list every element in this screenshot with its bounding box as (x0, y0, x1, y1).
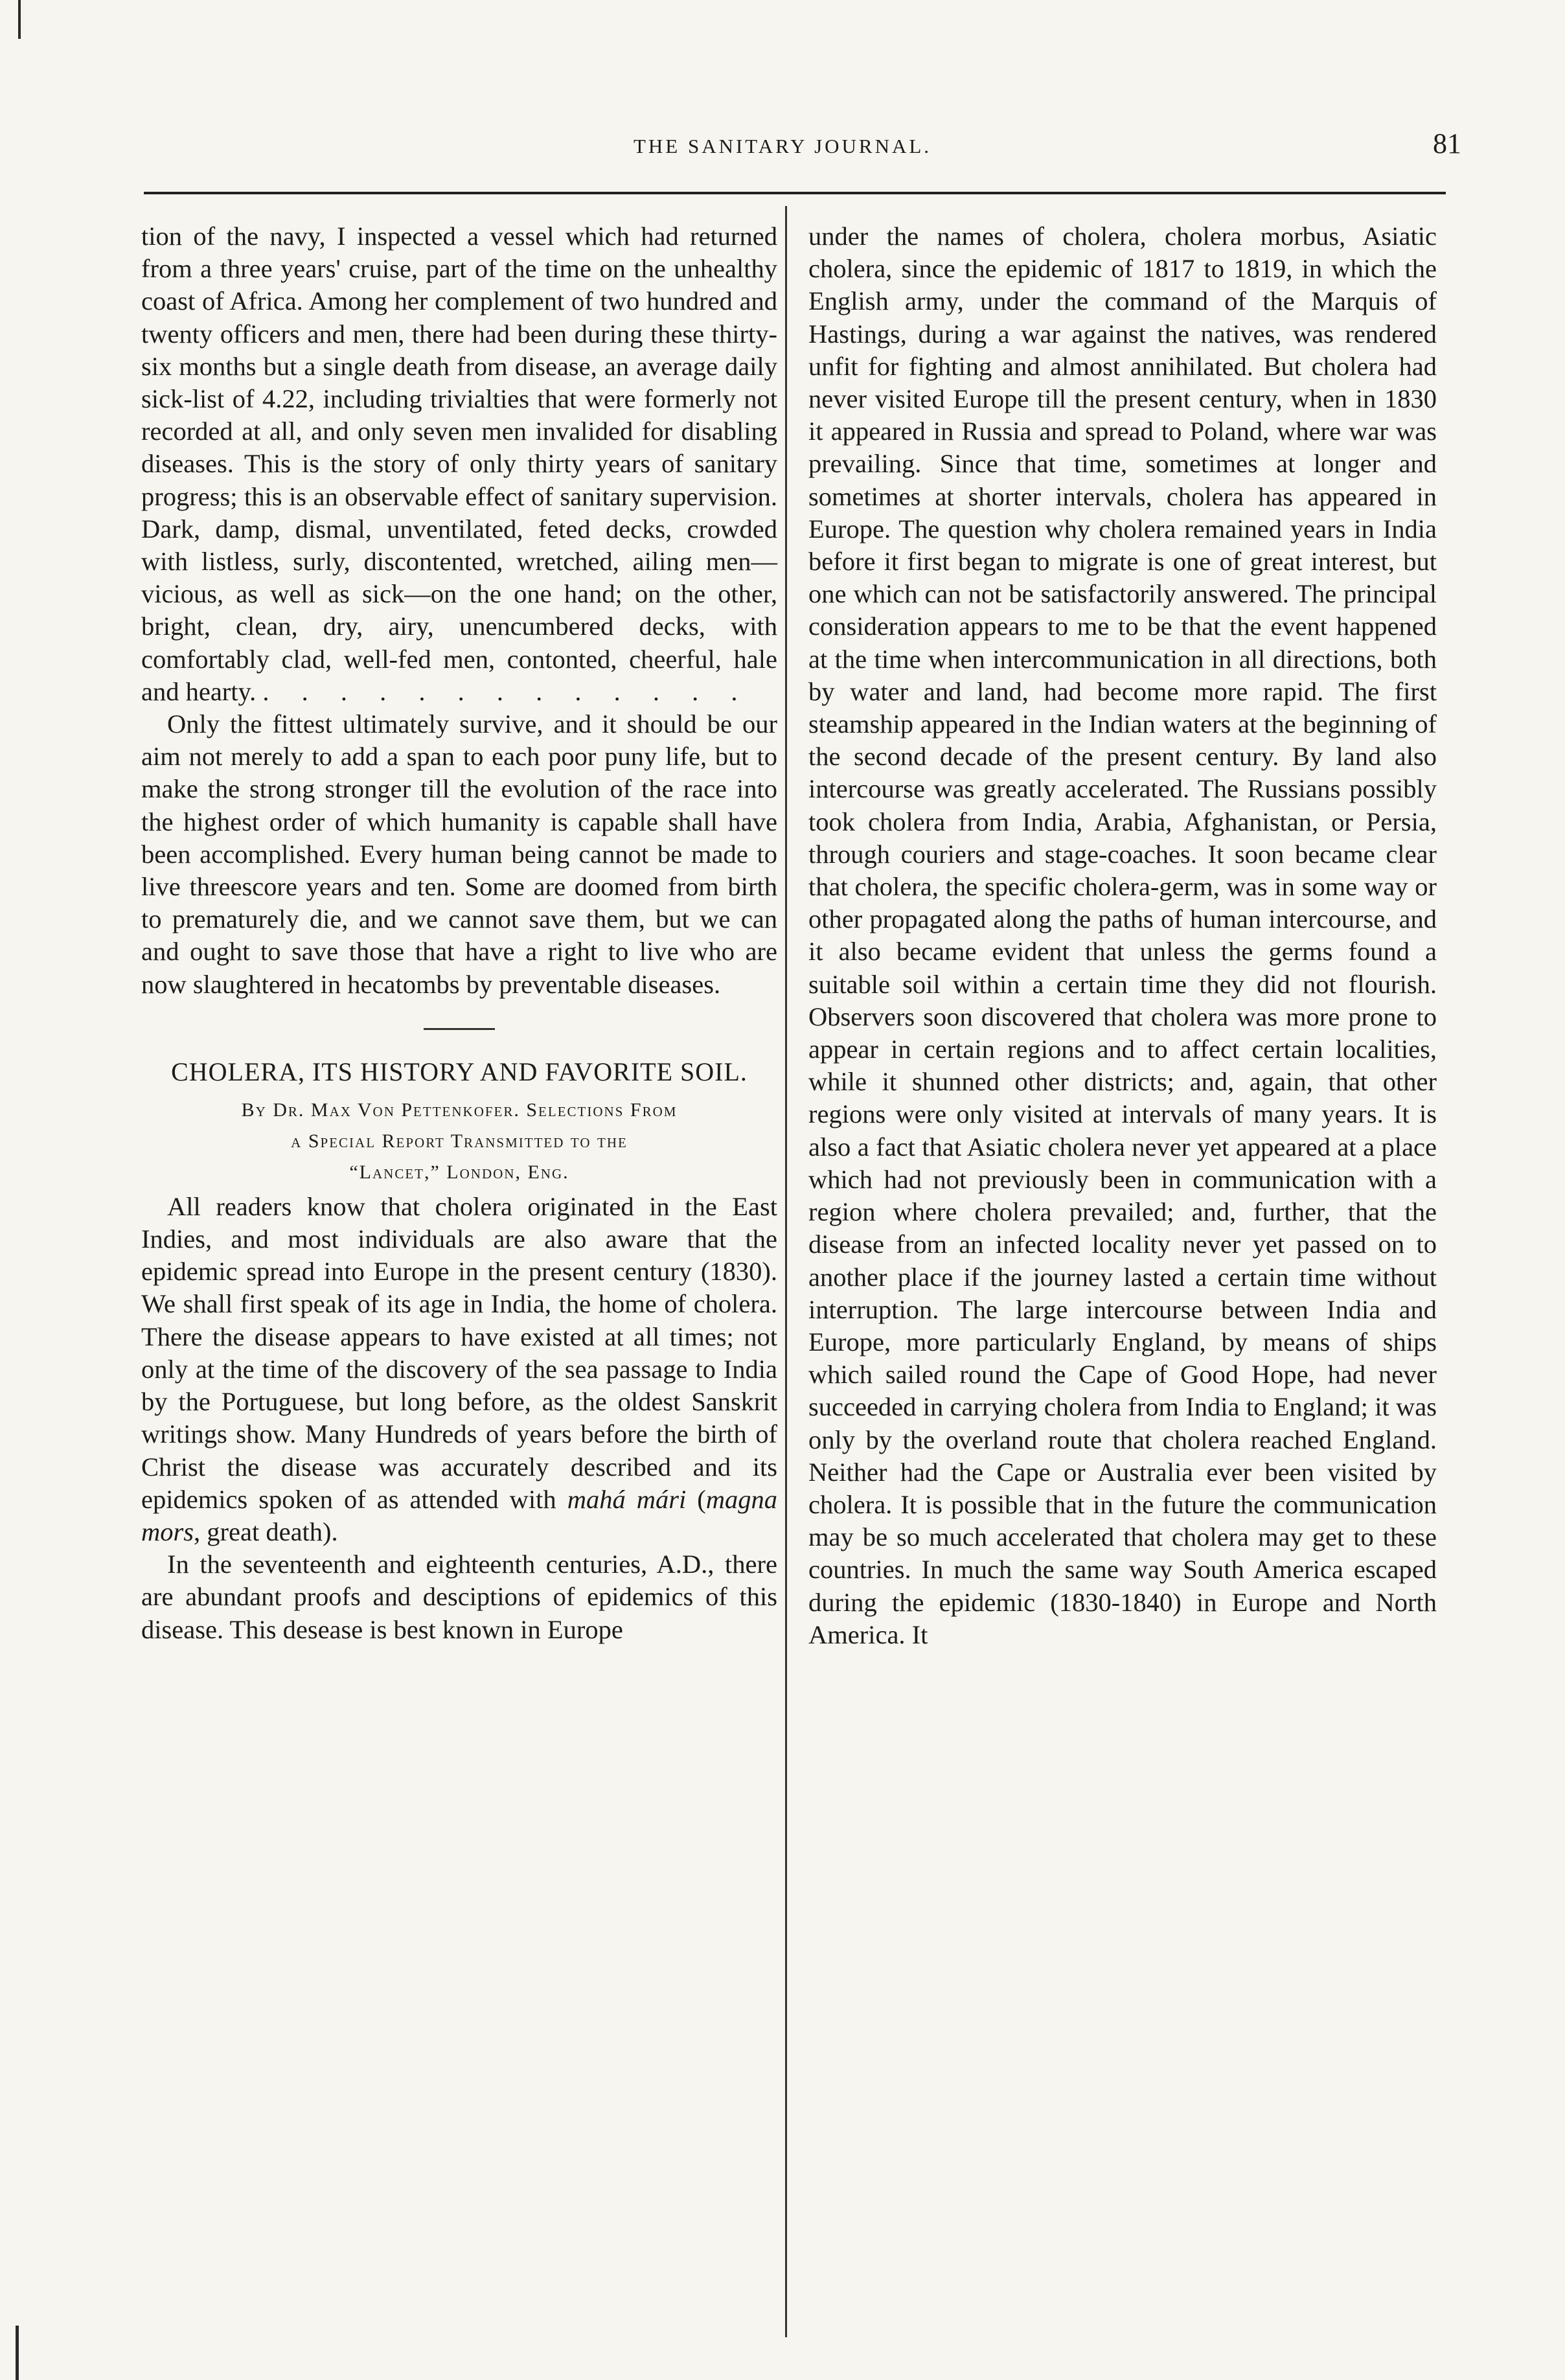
right-paragraph-1: under the names of cholera, cholera morbus, Asiatic cholera, since the epidemic of 1817 to 1819, in which the English army, under the command of the Marquis of Hastings, during a war against the natives, was rendered unfit for fighting and almost annihilated. But cholera had never visited Europe till the present century, when in 1830 it appeared in Russia and spread to Poland, where war was prevailing. Since that time, sometimes at longer and sometimes at shorter intervals, cholera has appeared in Europe. The question why cholera remained years in India before it first began to migrate is one of great interest, but one which can not be satisfactorily answered. The principal consideration appears to me to be that the event happened at the time when intercommunication in all directions, both by water and land, had become more rapid. The first steamship appeared in the Indian waters at the beginning of the second decade of the present century. By land also intercourse was greatly accelerated. The Russians possibly took cholera from India, Arabia, Afghanistan, or Persia, through couriers and stage-coaches. It soon became clear that cholera, the specific cholera-germ, was in some way or other propagated along the paths of human intercourse, and it also became evident that unless the germs found a suitable soil within a certain time they did not flourish. Observers soon discovered that cholera was more prone to appear in certain regions and to affect certain localities, while it shunned other districts; and, again, that other regions were only visited at intervals of many years. It is also a fact that Asiatic cholera never yet appeared at a place which had not previously been in communication with a region where cholera prevailed; and, further, that the disease from an infected locality never yet passed on to another place if the journey lasted a certain time without interruption. The large intercourse between India and Europe, more particularly England, by means of ships which sailed round the Cape of Good Hope, had never succeeded in carrying cholera from India to England; it was only by the overland route that cholera reached England. Neither had the Cape or Australia ever been visited by cholera. It is possible that in the future the communication may be so much accelerated that cholera may get to these countries. In much the same way South America escaped during the epidemic (1830-1840) in Europe and North America. It (808, 222, 1437, 1649)
header-rule (144, 192, 1446, 194)
byline-line-1: By Dr. Max Von Pettenkofer. Selections From (241, 1099, 678, 1121)
margin-mark (18, 0, 21, 39)
running-title: THE SANITARY JOURNAL. (633, 135, 932, 157)
page-number: 81 (1433, 128, 1461, 159)
left-paragraph-3-end: , great death). (194, 1516, 338, 1546)
sanskrit-term: mahá mári (567, 1484, 687, 1514)
left-paragraph-3: All readers know that cholera originated in the East Indies, and most individuals are also aware that the epidemic spread into Europe in the present century (1830). We shall first speak of its age in India, the home of cholera. There the disease appears to have existed at all times; not only at the time of the discovery of the sea passage to India by the Portuguese, but long before, as the oldest Sanskrit writings show. Many Hundreds of years before the birth of Christ the disease was accurately described and its epidemics spoken of as attended with mahá mári (magna mors, great death). (141, 1191, 778, 1546)
article-title: CHOLERA, ITS HISTORY AND FAVORITE SOIL. (171, 1057, 748, 1086)
left-column (141, 220, 777, 1646)
right-column (808, 220, 1437, 1651)
byline-line-2: a Special Report Transmitted to the (291, 1130, 628, 1152)
left-paragraph-4: In the seventeenth and eighteenth centuries, A.D., there are abundant proofs and desciptions of epidemics of this disease. This desease is best known in Europe (141, 1550, 777, 1644)
column-divider (785, 206, 787, 2337)
left-paragraph-1-text: tion of the navy, I inspected a vessel which had returned from a three years' cruise, part of the time on the unhealthy coast of Africa. Among her complement of two hundred and twenty officers and men, there had been during these thirty-six months but a single death from disease, an average daily sick-list of 4.22, including trivialties that were formerly not recorded at all, and only seven men invalided for disabling diseases. This is the story of only thirty years of sanitary progress; this is an observable effect of sanitary supervision. Dark, damp, dismal, unventilated, feted decks, crowded with listless, surly, discontented, wretched, ailing men—vicious, as well as sick—on the one hand; on the other, bright, clean, dry, airy, unencumbered decks, with comfortably clad, well-fed men, contonted, cheerful, hale and hearty. (141, 222, 777, 706)
left-paragraph-3-text: All readers know that cholera originated in the East Indies, and most individuals are also aware that the epidemic spread into Europe in the present century (1830). We shall first speak of its age in India, the home of cholera. There the disease appears to have existed at all times; not only at the time of the discovery of the sea passage to India by the Portuguese, but long before, as the oldest Sanskrit writings show. Many Hundreds of years before the birth of Christ the disease was accurately described and its epidemics spoken of as attended with (141, 1191, 777, 1514)
byline-line-3: “Lancet,” London, Eng. (349, 1161, 569, 1183)
ellipsis-dots: . . . . . . . . . . . . . (262, 676, 751, 706)
left-paragraph-1 (141, 220, 777, 708)
left-paragraph-2: Only the fittest ultimately survive, and it should be our aim not merely to add a span to each poor puny life, but to make the strong stronger till the evolution of the race into the highest order of which humanity is capable shall have been accomplished. Every human being cannot be made to live threescore years and ten. Some are doomed from birth to prematurely die, and we cannot save them, but we can and ought to save those that have a right to live who are now slaughtered in hecatombs by preventable diseases. (141, 709, 777, 999)
section-divider (424, 1028, 495, 1030)
margin-mark (16, 2326, 19, 2380)
latin-term: magna mors (141, 1484, 778, 1546)
byline (141, 1095, 777, 1188)
